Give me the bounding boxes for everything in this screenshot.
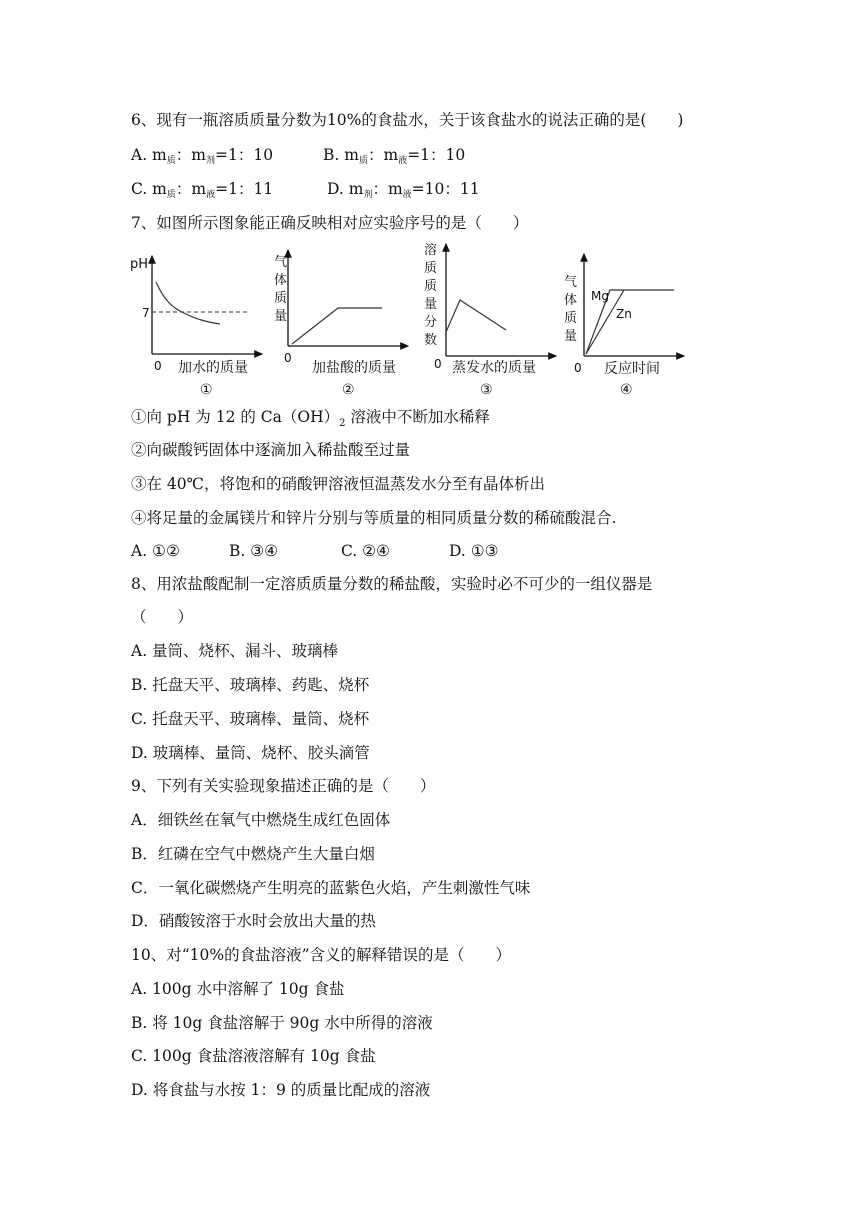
q9-option-c: C．一氧化碳燃烧产生明亮的蓝紫色火焰，产生刺激性气味 [131, 879, 531, 897]
graph-1-number: ① [200, 382, 213, 398]
q7-stem: 7、如图所示图象能正确反映相对应实验序号的是（ ） [131, 214, 529, 232]
graph-4-ylabel-1: 气 [564, 275, 578, 290]
q10-option-d: D. 将食盐与水按 1：9 的质量比配成的溶液 [131, 1081, 431, 1099]
q9-option-d: D．硝酸铵溶于水时会放出大量的热 [131, 912, 376, 930]
graph-3-ylabel-4: 量 [424, 297, 438, 312]
graph-2-origin: 0 [284, 351, 292, 365]
graph-1-tick-7: 7 [142, 306, 150, 320]
q10-option-a: A. 100g 水中溶解了 10g 食盐 [131, 980, 345, 998]
q8-option-d: D. 玻璃棒、量筒、烧杯、胶头滴管 [131, 744, 370, 762]
q10-option-c: C. 100g 食盐溶液溶解有 10g 食盐 [131, 1047, 376, 1065]
graph-4-ylabel-4: 量 [564, 329, 578, 344]
q8-stem: 8、用浓盐酸配制一定溶质质量分数的稀盐酸，实验时必不可少的一组仪器是 [131, 575, 653, 593]
q6-option-c: C. m质：m液=1：11 [131, 180, 274, 200]
q7-graphs [128, 238, 688, 400]
q9-option-b: B．红磷在空气中燃烧产生大量白烟 [131, 845, 375, 863]
graph-2-number: ② [342, 382, 355, 398]
graph-3-ylabel-1: 溶 [424, 243, 438, 258]
graph-4-origin: 0 [574, 361, 582, 375]
q7-item-2: ②向碳酸钙固体中逐滴加入稀盐酸至过量 [131, 441, 411, 459]
graph-3-number: ③ [480, 382, 493, 398]
graph-1-curve [156, 282, 220, 324]
q8-option-c: C. 托盘天平、玻璃棒、量筒、烧杯 [131, 710, 370, 728]
q7-item-4: ④将足量的金属镁片和锌片分别与等质量的相同质量分数的稀硫酸混合. [131, 509, 617, 527]
graph-4-ylabel-2: 体 [564, 293, 578, 308]
q7-item-1: ①向 pH 为 12 的 $Ca(OH)_2$ 溶液中不断加水稀释 [131, 408, 490, 429]
graph-1-ylabel: pH [130, 257, 149, 272]
q7-option-c: C. ②④ [341, 542, 390, 560]
q7-options [131, 541, 499, 561]
q9-stem: 9、下列有关实验现象描述正确的是（ ） [131, 777, 436, 795]
graph-3-svg [422, 238, 562, 400]
graph-3 [422, 238, 562, 400]
q10-stem: 10、对“10%的食盐溶液”含义的解释错误的是（ ） [131, 946, 512, 964]
q7-option-b: B. ③④ [229, 542, 279, 560]
graph-1-origin: 0 [154, 359, 162, 373]
q8-option-a: A. 量筒、烧杯、漏斗、玻璃棒 [131, 642, 339, 660]
q7-item-3: ③在 40℃，将饱和的硝酸钾溶液恒温蒸发水分至有晶体析出 [131, 475, 545, 493]
q7-option-a: A. ①② [131, 542, 180, 560]
graph-3-ylabel-3: 质 [424, 279, 438, 294]
graph-3-ylabel-2: 质 [424, 261, 438, 276]
graph-4 [564, 238, 688, 400]
q6-stem: 6、现有一瓶溶质质量分数为10%的食盐水，关于该食盐水的说法正确的是( ) [131, 111, 684, 129]
q8-option-b: B. 托盘天平、玻璃棒、药匙、烧杯 [131, 676, 370, 694]
graph-3-ylabel-5: 分 [424, 315, 438, 330]
graph-2-ylabel-2: 体 [274, 273, 288, 288]
graph-4-series-mg: Mg [591, 289, 609, 303]
graph-1-xlabel: 加水的质量 [178, 360, 248, 376]
graph-4-ylabel-3: 质 [564, 311, 578, 326]
graph-3-ylabel [424, 242, 441, 348]
q6-option-b: B. m质：m液=1：10 [323, 146, 466, 166]
q6-options-row1 [131, 145, 465, 168]
q9-option-a: A．细铁丝在氧气中燃烧生成红色固体 [131, 811, 391, 829]
q8-blank: （ ） [131, 608, 194, 626]
graph-4-number: ④ [620, 382, 633, 398]
graph-2 [272, 238, 414, 400]
graph-1 [128, 238, 268, 400]
q6-option-d: D. m剂：m液=10：11 [327, 180, 480, 200]
graph-4-ylabel [564, 275, 581, 344]
graph-4-xlabel: 反应时间 [604, 361, 660, 377]
graph-1-svg [128, 238, 268, 400]
graph-2-ylabel-1: 气 [274, 255, 288, 270]
q7-option-d: D. ①③ [449, 542, 499, 560]
graph-3-curve [446, 300, 506, 332]
graph-4-svg [564, 238, 688, 400]
q10-option-b: B. 将 10g 食盐溶解于 90g 水中所得的溶液 [131, 1014, 433, 1032]
graph-2-ylabel-4: 量 [274, 309, 288, 324]
graph-2-curve [292, 308, 382, 344]
graph-4-series-zn: Zn [616, 307, 632, 321]
graph-3-ylabel-6: 数 [424, 333, 438, 348]
q6-option-a: A. m质：m剂=1：10 [131, 146, 274, 166]
graph-3-origin: 0 [434, 357, 442, 371]
graph-2-xlabel: 加盐酸的质量 [312, 360, 396, 376]
q6-options-row2 [131, 179, 480, 202]
graph-2-ylabel-3: 质 [274, 291, 288, 306]
graph-3-xlabel: 蒸发水的质量 [452, 360, 536, 376]
graph-2-svg [272, 238, 414, 400]
